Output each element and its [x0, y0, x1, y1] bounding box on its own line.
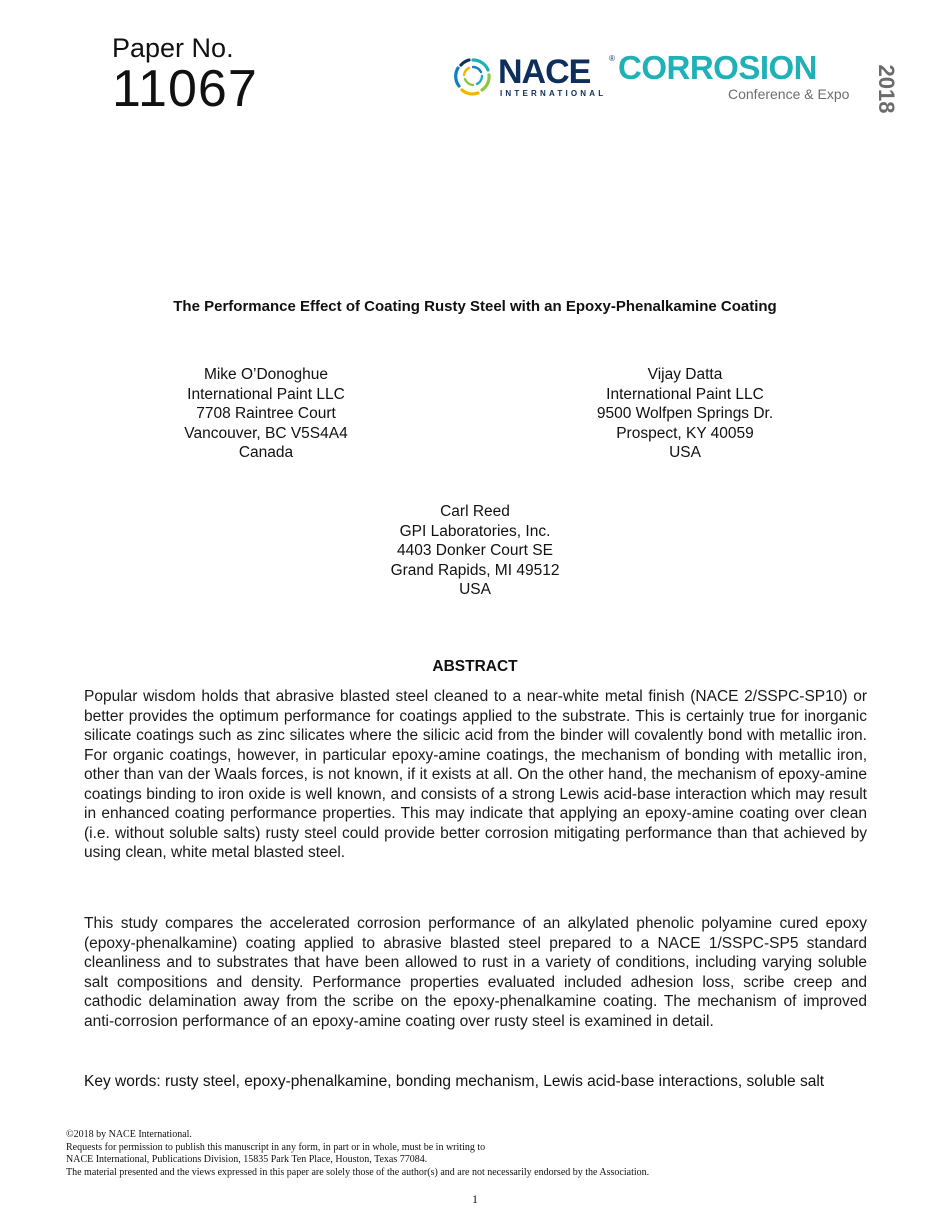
conference-year: 2018	[874, 64, 899, 114]
abstract-paragraph: Popular wisdom holds that abrasive blasted steel cleaned to a near-white metal finish (NACE 2/SSPC-SP10) or better provides the optimum performance for coatings applied to the substrate. This is certainly true for inorganic silicate coatings such as zinc silicates where the silicic acid from the binder will covalently bond with metallic iron. For organic coatings, however, in particular epoxy-amine coatings, the mechanism of bonding with metallic iron, other than van der Waals forces, is not known, if it exists at all. On the other hand, the mechanism of epoxy-amine coatings binding to iron oxide is well known, and consists of a strong Lewis acid-base interaction which may result in enhanced coating performance properties. This may indicate that applying an epoxy-amine coating over clean (i.e. without soluble salts) rusty steel could provide better corrosion mitigating performance than that achieved by using clean, white metal blasted steel.	[84, 688, 867, 861]
author-city: Grand Rapids, MI 49512	[390, 561, 560, 579]
page-number: 1	[472, 1192, 478, 1206]
author-address: 7708 Raintree Court	[196, 405, 336, 422]
keywords: Key words: rusty steel, epoxy-phenalkamine, bonding mechanism, Lewis acid-base interactions, soluble salt	[84, 1073, 825, 1090]
paper-title: The Performance Effect of Coating Rusty Steel with an Epoxy-Phenalkamine Coating	[173, 298, 777, 315]
conference-expo-text: Conference & Expo	[728, 86, 850, 102]
author-country: USA	[669, 444, 701, 461]
footer-line: The material presented and the views expressed in this paper are solely those of the author(s) and are not necessarily endorsed by the Association.	[66, 1166, 650, 1178]
author-name: Carl Reed	[440, 503, 510, 520]
nace-wordmark: NACE	[498, 53, 591, 91]
nace-subtitle: INTERNATIONAL	[500, 89, 607, 98]
author-country: Canada	[238, 444, 294, 461]
author-city: Vancouver, BC V5S4A4	[184, 424, 348, 442]
author-address: 9500 Wolfpen Springs Dr.	[596, 405, 774, 422]
footer-line: Requests for permission to publish this manuscript in any form, in part or in whole, must be in writing to	[66, 1141, 486, 1153]
author-city: Prospect, KY 40059	[616, 424, 754, 442]
author-affiliation: International Paint LLC	[606, 385, 764, 403]
paper-label: Paper No.	[112, 33, 234, 63]
author-name: Mike O’Donoghue	[203, 366, 329, 383]
author-address: 4403 Donker Court SE	[397, 542, 553, 559]
copyright-footer	[66, 1129, 649, 1179]
nace-globe-icon	[452, 54, 494, 100]
registered-mark: ®	[609, 54, 615, 63]
author-block	[116, 365, 416, 463]
corrosion-wordmark: CORROSION	[618, 49, 818, 86]
paper-number: 11067	[112, 60, 258, 118]
author-affiliation: International Paint LLC	[187, 385, 345, 403]
author-block	[325, 502, 625, 600]
author-affiliation: GPI Laboratories, Inc.	[399, 522, 551, 540]
abstract-heading: ABSTRACT	[432, 658, 518, 675]
author-country: USA	[459, 581, 491, 598]
author-name: Vijay Datta	[647, 366, 723, 383]
abstract-paragraph: This study compares the accelerated corrosion performance of an alkylated phenolic polyamine cured epoxy (epoxy-phenalkamine) coating applied to abrasive blasted steel prepared to a NACE 1/SSPC-SP5 standard cleanliness and to substrates that have been allowed to rust in a variety of conditions, including varying soluble salt compositions and density. Performance properties evaluated included adhesion loss, scribe creep and cathodic delamination away from the scribe on the epoxy-phenalkamine coating. The mechanism of improved anti-corrosion performance of an epoxy-amine coating over rusty steel is examined in detail.	[84, 915, 867, 1030]
conference-logo	[452, 48, 902, 114]
footer-line: NACE International, Publications Division, 15835 Park Ten Place, Houston, Texas 77084.	[66, 1154, 428, 1165]
footer-line: ©2018 by NACE International.	[66, 1129, 192, 1140]
author-block	[535, 365, 835, 463]
